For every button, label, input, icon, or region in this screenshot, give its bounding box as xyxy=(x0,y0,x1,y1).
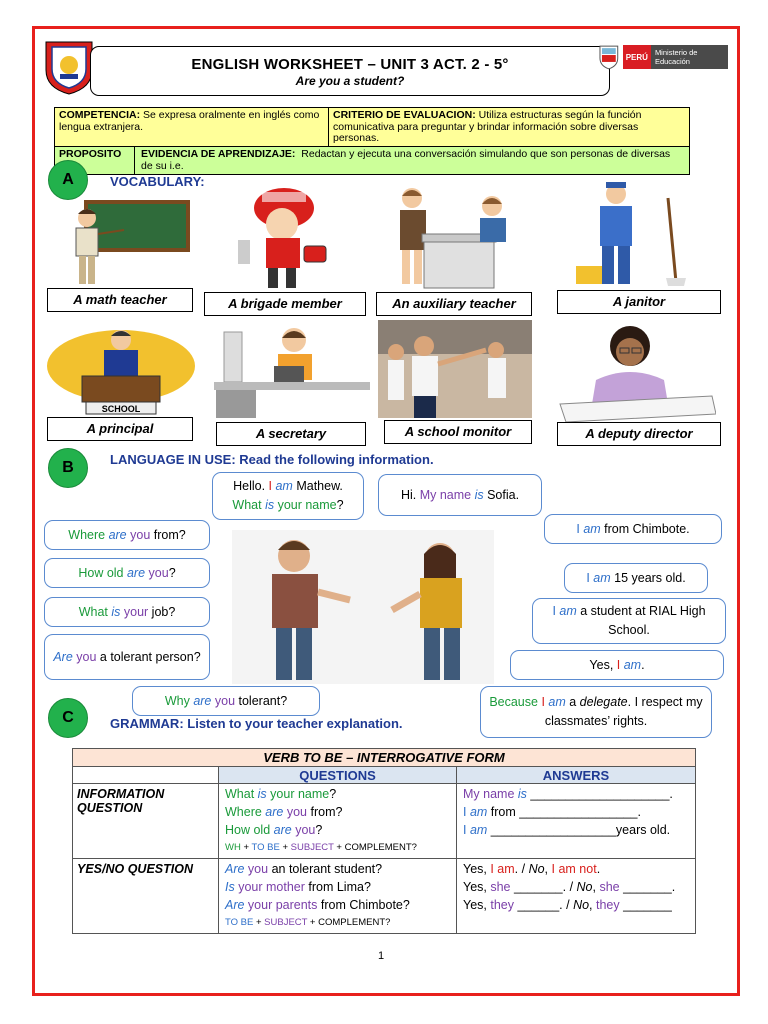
grammar-table-title: VERB TO BE – INTERROGATIVE FORM xyxy=(73,749,696,767)
two-students-photo xyxy=(232,530,494,684)
yes-no-questions: Are you an tolerant student? Is your mother from Lima? Are your parents from Chimbote? TO BE + SUBJECT + COMPLEMENT? xyxy=(219,859,457,934)
yes-no-answers: Yes, I am. / No, I am not. Yes, she _______. / No, she _______. Yes, they ______. / No, they _______ xyxy=(457,859,696,934)
bubble-why-tolerant: Why are you tolerant? xyxy=(132,686,320,716)
title-box xyxy=(90,46,610,96)
brigade-member-illustration xyxy=(222,184,354,290)
col-questions: QUESTIONS xyxy=(219,767,457,784)
section-b-badge: B xyxy=(48,448,88,488)
vocab-label-principal: A principal xyxy=(47,417,193,441)
ministry-logo xyxy=(598,42,728,72)
peru-shield-icon xyxy=(598,44,620,70)
section-c-badge: C xyxy=(48,698,88,738)
bubble-tolerant-person: Are you a tolerant person? xyxy=(44,634,210,680)
math-teacher-illustration xyxy=(52,196,192,288)
bubble-hi-sofia: Hi. My name is Sofia. xyxy=(378,474,542,516)
peru-label: PERÚ xyxy=(623,45,651,69)
col-answers: ANSWERS xyxy=(457,767,696,784)
information-answers: My name is ____________________. I am from _________________. I am __________________years old. xyxy=(457,784,696,859)
school-desk-label: SCHOOL xyxy=(101,404,141,414)
auxiliary-teacher-illustration xyxy=(384,182,532,290)
bubble-from-chimbote: I am from Chimbote. xyxy=(544,514,722,544)
language-in-use-heading: LANGUAGE IN USE: Read the following information. xyxy=(110,452,434,467)
competencia-cell: COMPETENCIA: Se expresa oralmente en inglés como lengua extranjera. xyxy=(55,108,329,146)
grammar-table xyxy=(72,748,696,934)
school-crest-logo xyxy=(42,36,96,96)
worksheet-title: ENGLISH WORKSHEET – UNIT 3 ACT. 2 - 5° xyxy=(191,56,509,73)
vocab-label-auxiliary-teacher: An auxiliary teacher xyxy=(376,292,532,316)
yes-no-question-label: YES/NO QUESTION xyxy=(73,859,219,934)
page-number: 1 xyxy=(378,950,385,962)
bubble-hello-mathew: Hello. I am Mathew. What is your name? xyxy=(212,472,364,520)
janitor-illustration xyxy=(572,178,688,290)
vocabulary-heading: VOCABULARY: xyxy=(110,174,205,189)
bubble-how-old: How old are you? xyxy=(44,558,210,588)
bubble-what-job: What is your job? xyxy=(44,597,210,627)
grammar-heading: GRAMMAR: Listen to your teacher explanation. xyxy=(110,716,403,731)
principal-illustration xyxy=(46,316,196,416)
competency-grid xyxy=(54,107,690,175)
bubble-student-rial: I am a student at RIAL High School. xyxy=(532,598,726,644)
vocab-label-brigade-member: A brigade member xyxy=(204,292,366,316)
bubble-where-from: Where are you from? xyxy=(44,520,210,550)
vocab-label-math-teacher: A math teacher xyxy=(47,288,193,312)
proposito-cell: PROPOSITO xyxy=(55,147,135,174)
information-question-label: INFORMATION QUESTION xyxy=(73,784,219,859)
secretary-illustration xyxy=(214,318,370,418)
ministry-label: Ministerio de Educación xyxy=(651,45,728,69)
information-questions: What is your name? Where are you from? How old are you? WH + TO BE + SUBJECT + COMPLEMENT? xyxy=(219,784,457,859)
vocab-label-school-monitor: A school monitor xyxy=(384,420,532,444)
worksheet-subtitle: Are you a student? xyxy=(295,74,405,88)
criterio-cell: CRITERIO DE EVALUACION: Utiliza estructuras según la función comunicativa para preguntar y brindar información sobre diversas personas. xyxy=(333,109,642,144)
vocab-label-secretary: A secretary xyxy=(216,422,366,446)
section-a-badge: A xyxy=(48,160,88,200)
school-monitor-photo xyxy=(378,320,532,418)
bubble-15-years: I am 15 years old. xyxy=(564,563,708,593)
vocab-label-deputy-director: A deputy director xyxy=(557,422,721,446)
bubble-yes-i-am: Yes, I am. xyxy=(510,650,724,680)
deputy-director-illustration xyxy=(556,318,716,422)
vocab-label-janitor: A janitor xyxy=(557,290,721,314)
bubble-because-delegate: Because I am a delegate. I respect my classmates’ rights. xyxy=(480,686,712,738)
evidencia-cell: EVIDENCIA DE APRENDIZAJE: Redactan y ejecuta una conversación simulando que son personas de diversas de su i.e. xyxy=(141,148,671,172)
